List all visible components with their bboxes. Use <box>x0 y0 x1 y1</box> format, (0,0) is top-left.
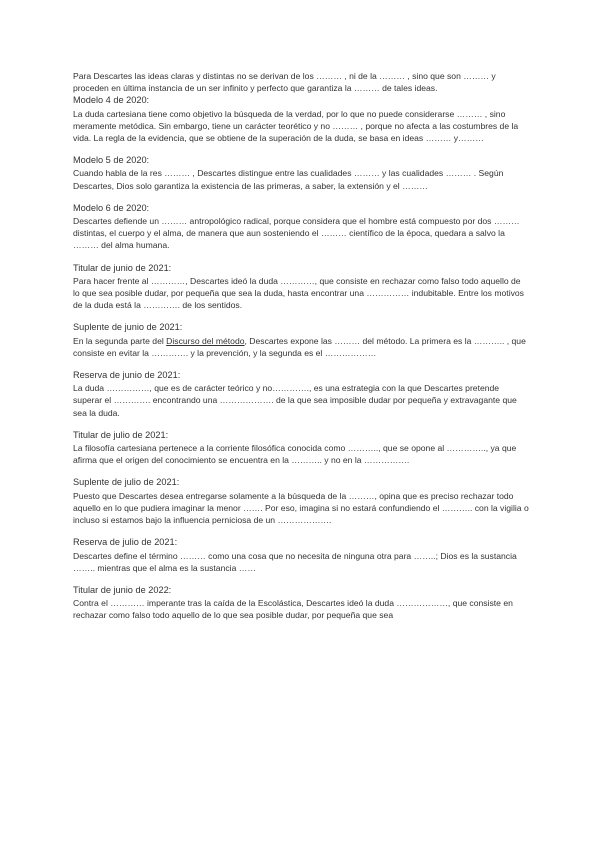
section-heading: Titular de junio de 2021: <box>73 262 172 273</box>
intro-paragraph: Para Descartes las ideas claras y distintas no se derivan de los ……… , ni de la ……… , sino que son ……… y proceden en última instancia de un ser infinito y perfecto que garantiza la ……… de tales ideas. <box>73 71 496 94</box>
document-content <box>73 70 529 632</box>
section-heading: Reserva de julio de 2021: <box>73 537 178 548</box>
section-modelo-4-2020 <box>73 94 529 144</box>
section-heading: Suplente de julio de 2021: <box>73 477 180 488</box>
section-body: La duda ……………, que es de carácter teórico y no…………., es una estrategia con la que Descartes pretende superar el …………. encontrando una ………………. de la que sea imposible dudar por pequeña y extravagante que sea la duda. <box>73 383 517 418</box>
section-heading: Titular de junio de 2022: <box>73 584 172 595</box>
section-body: Descartes defiende un ……… antropológico radical, porque considera que el hombre está compuesto por dos ……… distintas, el cuerpo y el alma, de manera que aun sosteniendo el ……… científico de la época, quedara a salvo la ……… del alma humana. <box>73 216 520 251</box>
section-body <box>73 335 529 359</box>
section-body-before: En la segunda parte del <box>73 335 167 346</box>
section-modelo-5-2020 <box>73 154 529 192</box>
section-heading: Modelo 4 de 2020: <box>73 95 150 106</box>
section-reserva-junio-2021 <box>73 369 529 419</box>
section-titular-junio-2021 <box>73 262 529 312</box>
section-heading: Reserva de junio de 2021: <box>73 370 181 381</box>
section-modelo-6-2020 <box>73 202 529 252</box>
section-titular-julio-2021 <box>73 429 529 467</box>
section-body: La filosofía cartesiana pertenece a la corriente filosófica conocida como ……….., que se opone al ………….., ya que afirma que el origen del conocimiento se encuentra en la ……….. y no en la ……………. <box>73 443 517 466</box>
section-body: Puesto que Descartes desea entregarse solamente a la búsqueda de la ………, opina que es preciso rechazar todo aquello en lo que pudiera imaginar la menor ……. Por eso, imagina si no estará confundiendo el ……….. con la vigilia o incluso si estamos bajo la influencia perniciosa de un ………………. <box>73 490 529 526</box>
section-heading: Modelo 5 de 2020: <box>73 155 150 166</box>
section-body-after: , Descartes expone las ……… del método. La primera es la ……….. , que consiste en evitar la …………. y la prevención, y la segunda es el ……………… <box>73 335 526 358</box>
section-suplente-julio-2021 <box>73 476 529 526</box>
section-body: Contra el ………… imperante tras la caída de la Escolástica, Descartes ideó la duda ………………, que consiste en rechazar como falso todo aquello de lo que sea posible dudar, por pequeña que sea <box>73 598 513 621</box>
section-body: Descartes define el término ……… como una cosa que no necesita de ninguna otra para ……..; Dios es la sustancia …….. mientras que el alma es la sustancia …… <box>73 550 517 573</box>
section-heading: Modelo 6 de 2020: <box>73 202 150 213</box>
discurso-del-metodo-title: Discurso del método <box>166 335 245 346</box>
section-suplente-junio-2021 <box>73 321 529 359</box>
section-heading: Titular de julio de 2021: <box>73 429 169 440</box>
section-titular-junio-2022 <box>73 584 529 622</box>
section-heading: Suplente de junio de 2021: <box>73 322 183 333</box>
section-body: La duda cartesiana tiene como objetivo la búsqueda de la verdad, por lo que no puede considerarse ……… , sino meramente metódica. Sin embargo, tiene un carácter teorético y no ……… , porque no afecta a las costumbres de la vida. La regla de la evidencia, que se obtiene de la superación de la duda, se basa en ideas ……… y……… <box>73 108 519 144</box>
section-body: Cuando habla de la res ……… , Descartes distingue entre las cualidades ……… y las cualidades ……… . Según Descartes, Dios solo garantiza la existencia de las primeras, a saber, la extensión y el ……… <box>73 168 504 191</box>
section-body: Para hacer frente al …………, Descartes ideó la duda …………, que consiste en rechazar como falso todo aquello de lo que sea posible dudar, por pequeña que sea la duda, hasta encontrar una …………… indubitable. Entre los motivos de la duda está la …………. de los sentidos. <box>73 275 524 311</box>
section-reserva-julio-2021 <box>73 536 529 574</box>
